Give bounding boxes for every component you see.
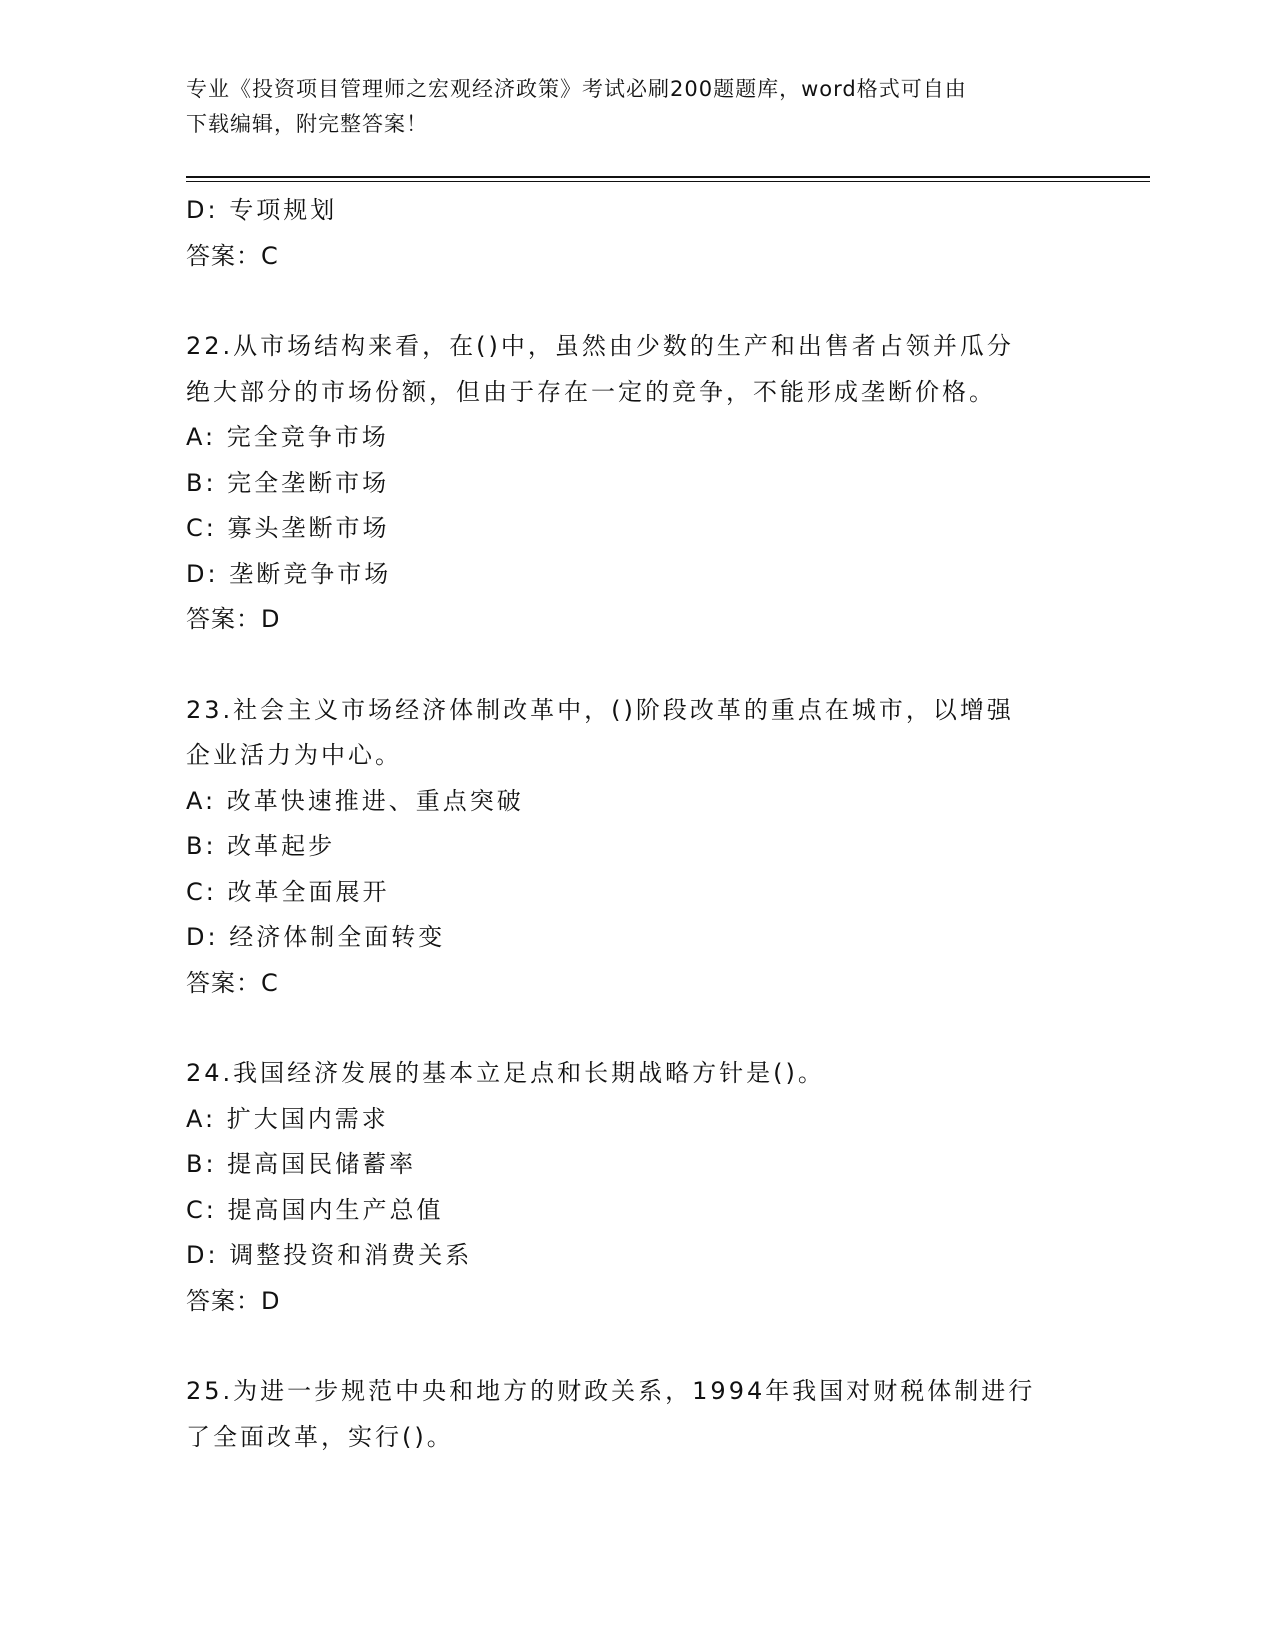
answer: 答案：D xyxy=(186,1286,281,1315)
question-text-line: 25.为进一步规范中央和地方的财政关系，1994年我国对财税体制进行 xyxy=(186,1377,1036,1405)
answer: 答案：D xyxy=(186,605,281,633)
header-divider-thin xyxy=(186,181,1150,182)
question-text xyxy=(186,1369,1086,1460)
option-b: B: 改革起步 xyxy=(186,832,336,860)
question-24 xyxy=(186,1051,1086,1324)
question-23 xyxy=(186,688,1086,1007)
question-22 xyxy=(186,324,1086,643)
question-text-line: 绝大部分的市场份额，但由于存在一定的竞争，不能形成垄断价格。 xyxy=(186,377,996,406)
option-c: C: 寡头垄断市场 xyxy=(186,514,390,542)
option-d: D: 调整投资和消费关系 xyxy=(186,1241,473,1269)
question-text-line: 23.社会主义市场经济体制改革中，()阶段改革的重点在城市，以增强 xyxy=(186,695,1014,724)
question-text-line: 24.我国经济发展的基本立足点和长期战略方针是()。 xyxy=(186,1059,825,1087)
question-text xyxy=(186,688,1086,779)
option-c: C: 改革全面展开 xyxy=(186,877,390,906)
question-text-line: 了全面改革，实行()。 xyxy=(186,1422,454,1451)
option-c: C: 提高国内生产总值 xyxy=(186,1195,444,1224)
document-header xyxy=(186,72,1086,142)
question-text xyxy=(186,324,1086,415)
header-divider-thick xyxy=(186,176,1150,178)
question-25 xyxy=(186,1369,1086,1460)
option-b: B: 提高国民储蓄率 xyxy=(186,1150,417,1178)
answer: 答案：C xyxy=(186,241,279,270)
option-a: A: 扩大国内需求 xyxy=(186,1104,389,1133)
header-line-1: 专业《投资项目管理师之宏观经济政策》考试必刷200题题库，word格式可自由 xyxy=(186,77,967,101)
option-a: A: 改革快速推进、重点突破 xyxy=(186,786,524,815)
option-d: D: 专项规划 xyxy=(186,196,338,224)
option-d: D: 经济体制全面转变 xyxy=(186,923,446,951)
option-b: B: 完全垄断市场 xyxy=(186,468,390,497)
option-a: A: 完全竞争市场 xyxy=(186,423,389,451)
question-text-line: 企业活力为中心。 xyxy=(186,741,402,769)
answer: 答案：C xyxy=(186,968,279,997)
question-text xyxy=(186,1051,1086,1097)
document-body xyxy=(186,188,1086,1460)
question-21-tail xyxy=(186,188,1086,279)
question-text-line: 22.从市场结构来看，在()中，虽然由少数的生产和出售者占领并瓜分 xyxy=(186,332,1014,360)
header-line-2: 下载编辑，附完整答案！ xyxy=(186,112,428,136)
option-d: D: 垄断竞争市场 xyxy=(186,559,392,588)
